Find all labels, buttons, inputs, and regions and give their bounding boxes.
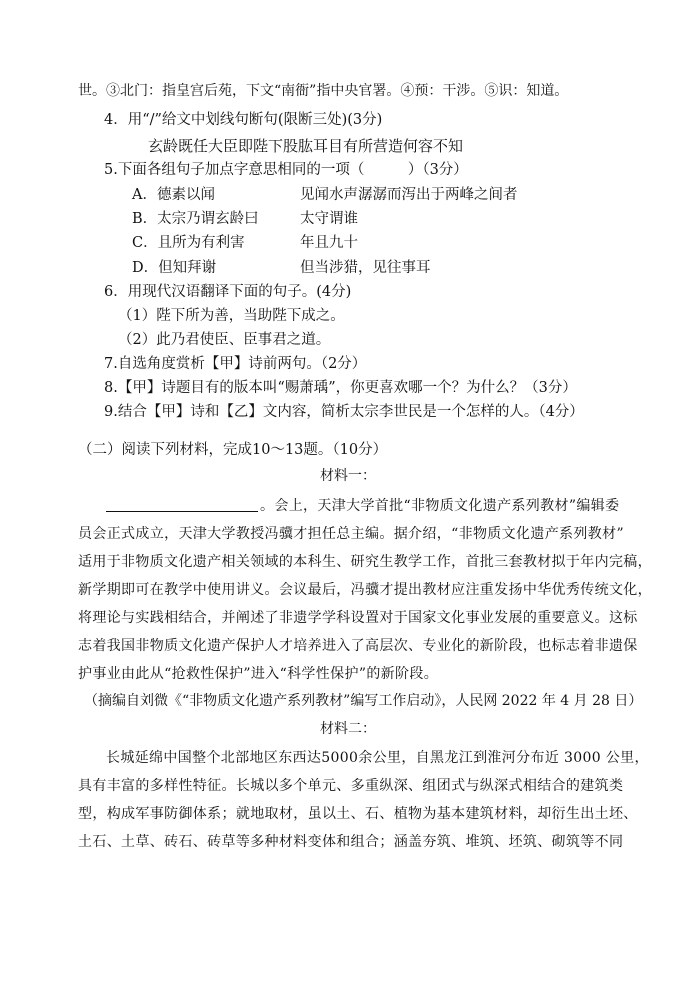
question-9: 9.结合【甲】诗和【乙】文内容，简析太宗李世民是一个怎样的人。（4分） — [104, 404, 584, 420]
material-1-source: （摘编自刘微《“非物质文化遗产系列教材”编写工作启动》，人民网 2022 年 4 月 28 日） — [84, 693, 643, 709]
question-6-prompt: 6．用现代汉语翻译下面的句子。(4分) — [104, 284, 352, 300]
material-1-title: 材料一： — [320, 468, 376, 484]
material-2-line-4: 土石、土草、砖石、砖草等多种材料变体和组合；涵盖夯筑、堆筑、坯筑、砌筑等不同 — [78, 834, 624, 850]
q5-option-d-right: 但当涉猎，见往事耳 — [300, 260, 431, 276]
q5-option-c-right: 年且九十 — [300, 235, 358, 251]
material-1-line-1: 。会上，天津大学首批“非物质文化遗产系列教材”编辑委 — [106, 496, 619, 516]
annotation-notes: 世。③北门：指皇宫后苑，下文“南衙”指中央官署。④预：干涉。⑤识：知道。 — [78, 83, 569, 99]
section-2-heading: （二）阅读下列材料，完成10～13题。（10分） — [78, 442, 388, 458]
q5-option-b-left: B．太宗乃谓玄龄曰 — [132, 211, 259, 227]
question-4-sentence: 玄龄既任大臣即陛下股肱耳目有所营造何容不知 — [148, 137, 464, 155]
question-6-item-2: （2）此乃君使臣、臣事君之道。 — [118, 332, 331, 348]
material-1-line-4: 新学期即可在教学中使用讲义。会议最后，冯骥才提出教材应注重发扬中华优秀传统文化， — [78, 582, 652, 598]
q5-option-d-left: D．但知拜谢 — [132, 260, 217, 276]
q5-option-b-right: 太守谓谁 — [300, 211, 358, 227]
question-8: 8.【甲】诗题目有的版本叫“赐萧瑀”，你更喜欢哪一个？为什么？（3分） — [104, 380, 577, 396]
material-1-line-6: 志着我国非物质文化遗产保护人才培养进入了高层次、专业化的新阶段，也标志着非遗保 — [78, 638, 638, 654]
fill-in-blank[interactable] — [106, 497, 258, 512]
q5-option-a-right: 见闻水声潺潺而泻出于两峰之间者 — [300, 187, 518, 203]
material-1-line-2: 员会正式成立，天津大学教授冯骥才担任总主编。据介绍，“非物质文化遗产系列教材” — [78, 526, 624, 542]
material-1-line-7: 护事业由此从“抢救性保护”进入“科学性保护”的新阶段。 — [78, 666, 439, 682]
q5-option-a-left: A．德素以闻 — [132, 187, 215, 203]
material-1-line-5: 将理论与实践相结合，并阐述了非遗学学科设置对于国家文化事业发展的重要意义。这标 — [78, 610, 638, 626]
question-4-prompt: 4．用“/”给文中划线句断句(限断三处)(3分) — [104, 112, 383, 128]
question-6-item-1: （1）陛下所为善，当助陛下成之。 — [118, 308, 345, 324]
material-2-line-2: 具有丰富的多样性特征。长城以多个单元、多重纵深、组团式与纵深式相结合的建筑类 — [78, 778, 624, 794]
material-2-line-3: 型，构成军事防御体系；就地取材，虽以土、石、植物为基本建筑材料，却衍生出土坯、 — [78, 806, 638, 822]
q5-option-c-left: C．且所为有利害 — [132, 235, 245, 251]
question-7: 7.自选角度赏析【甲】诗前两句。（2分） — [104, 356, 367, 372]
material-2-line-1: 长城延绵中国整个北部地区东西达5000余公里，自黑龙江到淮河分布近 3000 公里， — [106, 750, 649, 766]
question-5-prompt: 5.下面各组句子加点字意思相同的一项（ ）（3分） — [104, 162, 468, 178]
material-1-line-3: 适用于非物质文化遗产相关领域的本科生、研究生教学工作，首批三套教材拟于年内完稿， — [78, 554, 652, 570]
material-2-title: 材料二： — [320, 721, 376, 737]
